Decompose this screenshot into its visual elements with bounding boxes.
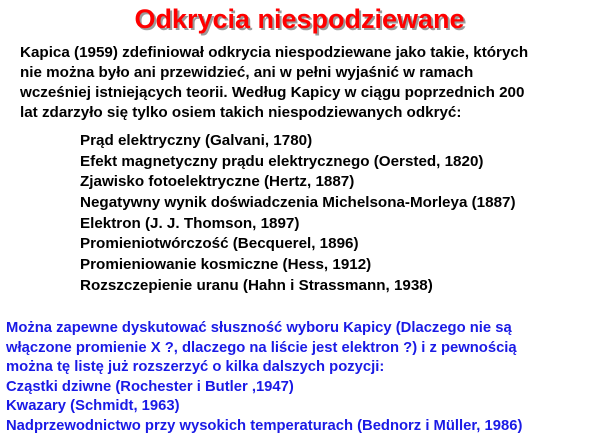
intro-line: Kapica (1959) zdefiniował odkrycia niespodziewane jako takie, których <box>20 44 529 61</box>
discovery-item: Zjawisko fotoelektryczne (Hertz, 1887) <box>80 173 355 191</box>
note-line: Cząstki dziwne (Rochester i Butler ,1947) <box>6 378 294 395</box>
slide-title: Odkrycia niespodziewane <box>134 4 465 34</box>
note-line: Kwazary (Schmidt, 1963) <box>6 398 180 415</box>
intro-line: wcześniej istniejących teorii. Według Kapicy w ciągu poprzednich 200 <box>20 84 525 101</box>
note-line: włączone promienie X ?, dlaczego na liście jest elektron ?) i z pewnością <box>6 339 517 356</box>
note-line: Nadprzewodnictwo przy wysokich temperaturach (Bednorz i Müller, 1986) <box>6 417 523 434</box>
discovery-item: Negatywny wynik doświadczenia Michelsona-Morleya (1887) <box>80 194 516 212</box>
intro-paragraph <box>20 43 528 123</box>
discovery-item: Rozszczepienie uranu (Hahn i Strassmann, 1938) <box>80 276 433 294</box>
discovery-item: Promieniowanie kosmiczne (Hess, 1912) <box>80 256 372 274</box>
intro-line: nie można było ani przewidzieć, ani w pełni wyjaśnić w ramach <box>20 64 474 81</box>
discoveries-list <box>80 131 516 297</box>
discovery-item: Efekt magnetyczny prądu elektrycznego (Oersted, 1820) <box>80 152 484 170</box>
discovery-item: Promieniotwórczość (Becquerel, 1896) <box>80 235 359 253</box>
discovery-item: Prąd elektryczny (Galvani, 1780) <box>80 132 313 149</box>
note-paragraph <box>6 319 522 437</box>
note-line: Można zapewne dyskutować słuszność wyboru Kapicy (Dlaczego nie są <box>6 320 512 336</box>
note-line: można tę listę już rozszerzyć o kilka dalszych pozycji: <box>6 359 385 376</box>
intro-line: lat zdarzyło się tylko osiem takich niespodziewanych odkryć: <box>20 104 462 121</box>
discovery-item: Elektron (J. J. Thomson, 1897) <box>80 214 300 232</box>
